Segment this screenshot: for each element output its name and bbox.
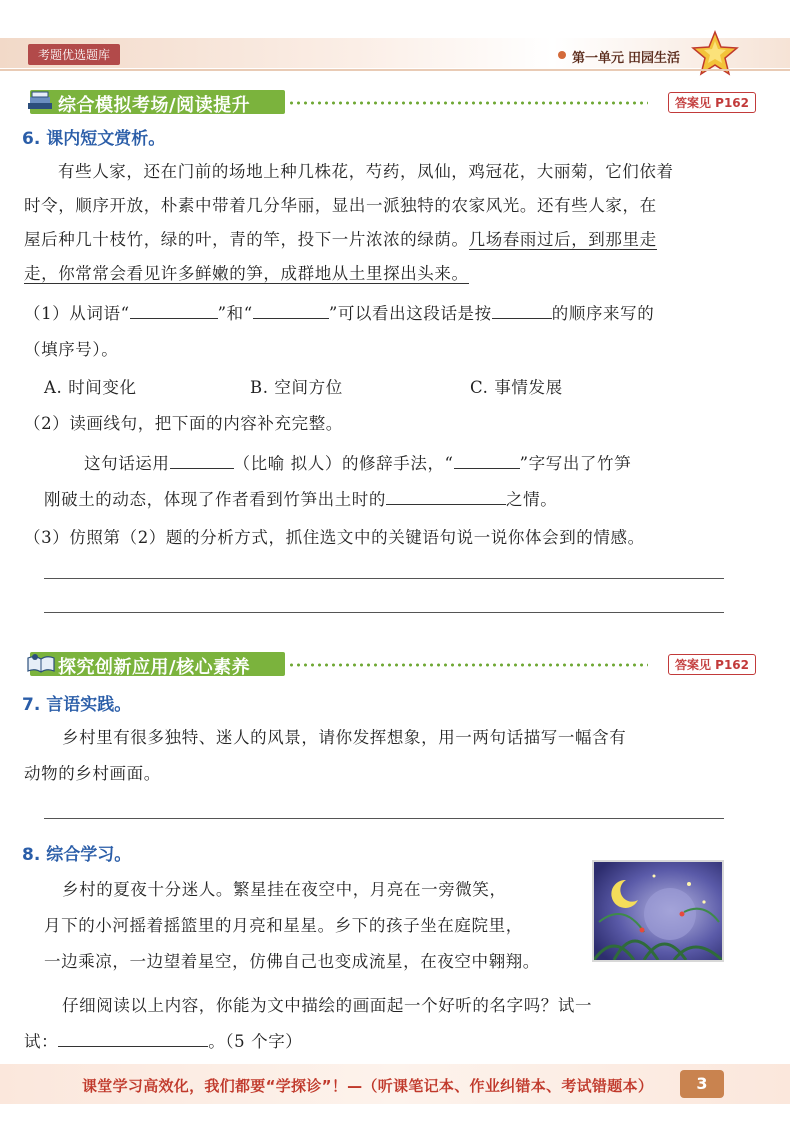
page-number: 3 <box>680 1070 724 1098</box>
question-text: 仔细阅读以上内容，你能为文中描绘的画面起一个好听的名字吗？试一 <box>62 996 593 1015</box>
passage-line: 月下的小河摇着摇篮里的月亮和星星。乡下的孩子坐在庭院里， <box>44 916 523 935</box>
answer-reference: 答案见 P162 <box>668 654 756 675</box>
question-heading: 7. 言语实践。 <box>22 695 132 715</box>
unit-label: 第一单元 <box>572 51 625 66</box>
section-title: 探究创新应用/核心素养 <box>58 657 251 678</box>
answer-blank[interactable] <box>454 467 520 469</box>
text: 刚破土的动态，体现了作者看到竹笋出土时的 <box>44 490 386 509</box>
open-book-icon <box>26 652 56 674</box>
section-title: 综合模拟考场/阅读提升 <box>58 95 251 116</box>
sub-question-2-line2 <box>44 486 557 510</box>
dotted-divider <box>288 663 648 667</box>
option-b: B. 空间方位 <box>250 378 343 397</box>
answer-line[interactable] <box>44 818 724 819</box>
section-banner-innovation <box>30 648 760 682</box>
header-rule <box>0 69 790 71</box>
answer-blank[interactable] <box>58 1045 208 1047</box>
option-c: C. 事情发展 <box>470 378 563 397</box>
text: 之情。 <box>506 490 558 509</box>
option-a: A. 时间变化 <box>44 378 137 397</box>
underlined-sentence: 走，你常常会看见许多鲜嫩的笋，成群地从土里探出头来。 <box>24 264 469 283</box>
header-tag: 考题优选题库 <box>28 44 120 65</box>
passage-text: 屋后种几十枝竹，绿的叶，青的竿，投下一片浓浓的绿荫。 <box>24 230 469 249</box>
underlined-sentence: 几场春雨过后，到那里走 <box>468 230 657 249</box>
question-heading: 6. 课内短文赏析。 <box>22 129 166 149</box>
sub-question-2: （2）读画线句，把下面的内容补充完整。 <box>24 414 343 433</box>
answer-line[interactable] <box>44 612 724 613</box>
text: ”可以看出这段话是按 <box>328 304 492 323</box>
answer-blank[interactable] <box>386 503 506 505</box>
sub-question-2-line1 <box>84 450 631 474</box>
question-heading: 8. 综合学习。 <box>22 845 132 865</box>
answer-blank[interactable] <box>253 317 329 319</box>
text: （比喻 拟人）的修辞手法，“ <box>233 454 454 473</box>
footer-slogan: 课堂学习高效化，我们都要“学探诊”！—（听课笔记本、作业纠错本、考试错题本） <box>82 1077 654 1095</box>
text: 的顺序来写的 <box>551 304 655 323</box>
passage-line <box>24 226 657 250</box>
passage-line <box>24 260 469 284</box>
night-moon-illustration <box>592 860 724 962</box>
passage-line: 乡村的夏夜十分迷人。繁星挂在夜空中，月亮在一旁微笑， <box>62 880 507 899</box>
answer-line[interactable] <box>44 578 724 579</box>
text: 。（5 个字） <box>208 1032 303 1051</box>
passage-line: 有些人家，还在门前的场地上种几株花，芍药，凤仙，鸡冠花，大丽菊，它们依着 <box>58 162 674 181</box>
text: 试： <box>24 1032 59 1051</box>
text: （1）从词语“ <box>24 304 130 323</box>
sub-question-1-cont: （填序号）。 <box>24 340 119 359</box>
answer-blank[interactable] <box>170 467 234 469</box>
answer-blank[interactable] <box>492 317 552 319</box>
question-text <box>24 1028 302 1052</box>
question-text: 乡村里有很多独特、迷人的风景，请你发挥想象，用一两句话描写一幅含有 <box>62 728 627 747</box>
answer-blank[interactable] <box>130 317 218 319</box>
chapter-label: 田园生活 <box>628 51 681 66</box>
passage-line: 时令，顺序开放，朴素中带着几分华丽，显出一派独特的农家风光。还有些人家，在 <box>24 196 657 215</box>
sub-question-3: （3）仿照第（2）题的分析方式，抓住选文中的关键语句说一说你体会到的情感。 <box>24 528 645 547</box>
text: ”字写出了竹笋 <box>519 454 632 473</box>
text: 这句话运用 <box>84 454 170 473</box>
dotted-divider <box>288 101 648 105</box>
book-stack-icon <box>26 90 56 112</box>
section-banner-simulation <box>30 86 760 120</box>
bullet-dot-icon <box>558 51 566 59</box>
passage-line: 一边乘凉，一边望着星空，仿佛自己也变成流星，在夜空中翱翔。 <box>44 952 540 971</box>
question-text: 动物的乡村画面。 <box>24 764 161 783</box>
text: ”和“ <box>217 304 253 323</box>
answer-reference: 答案见 P162 <box>668 92 756 113</box>
sub-question-1 <box>24 300 654 324</box>
